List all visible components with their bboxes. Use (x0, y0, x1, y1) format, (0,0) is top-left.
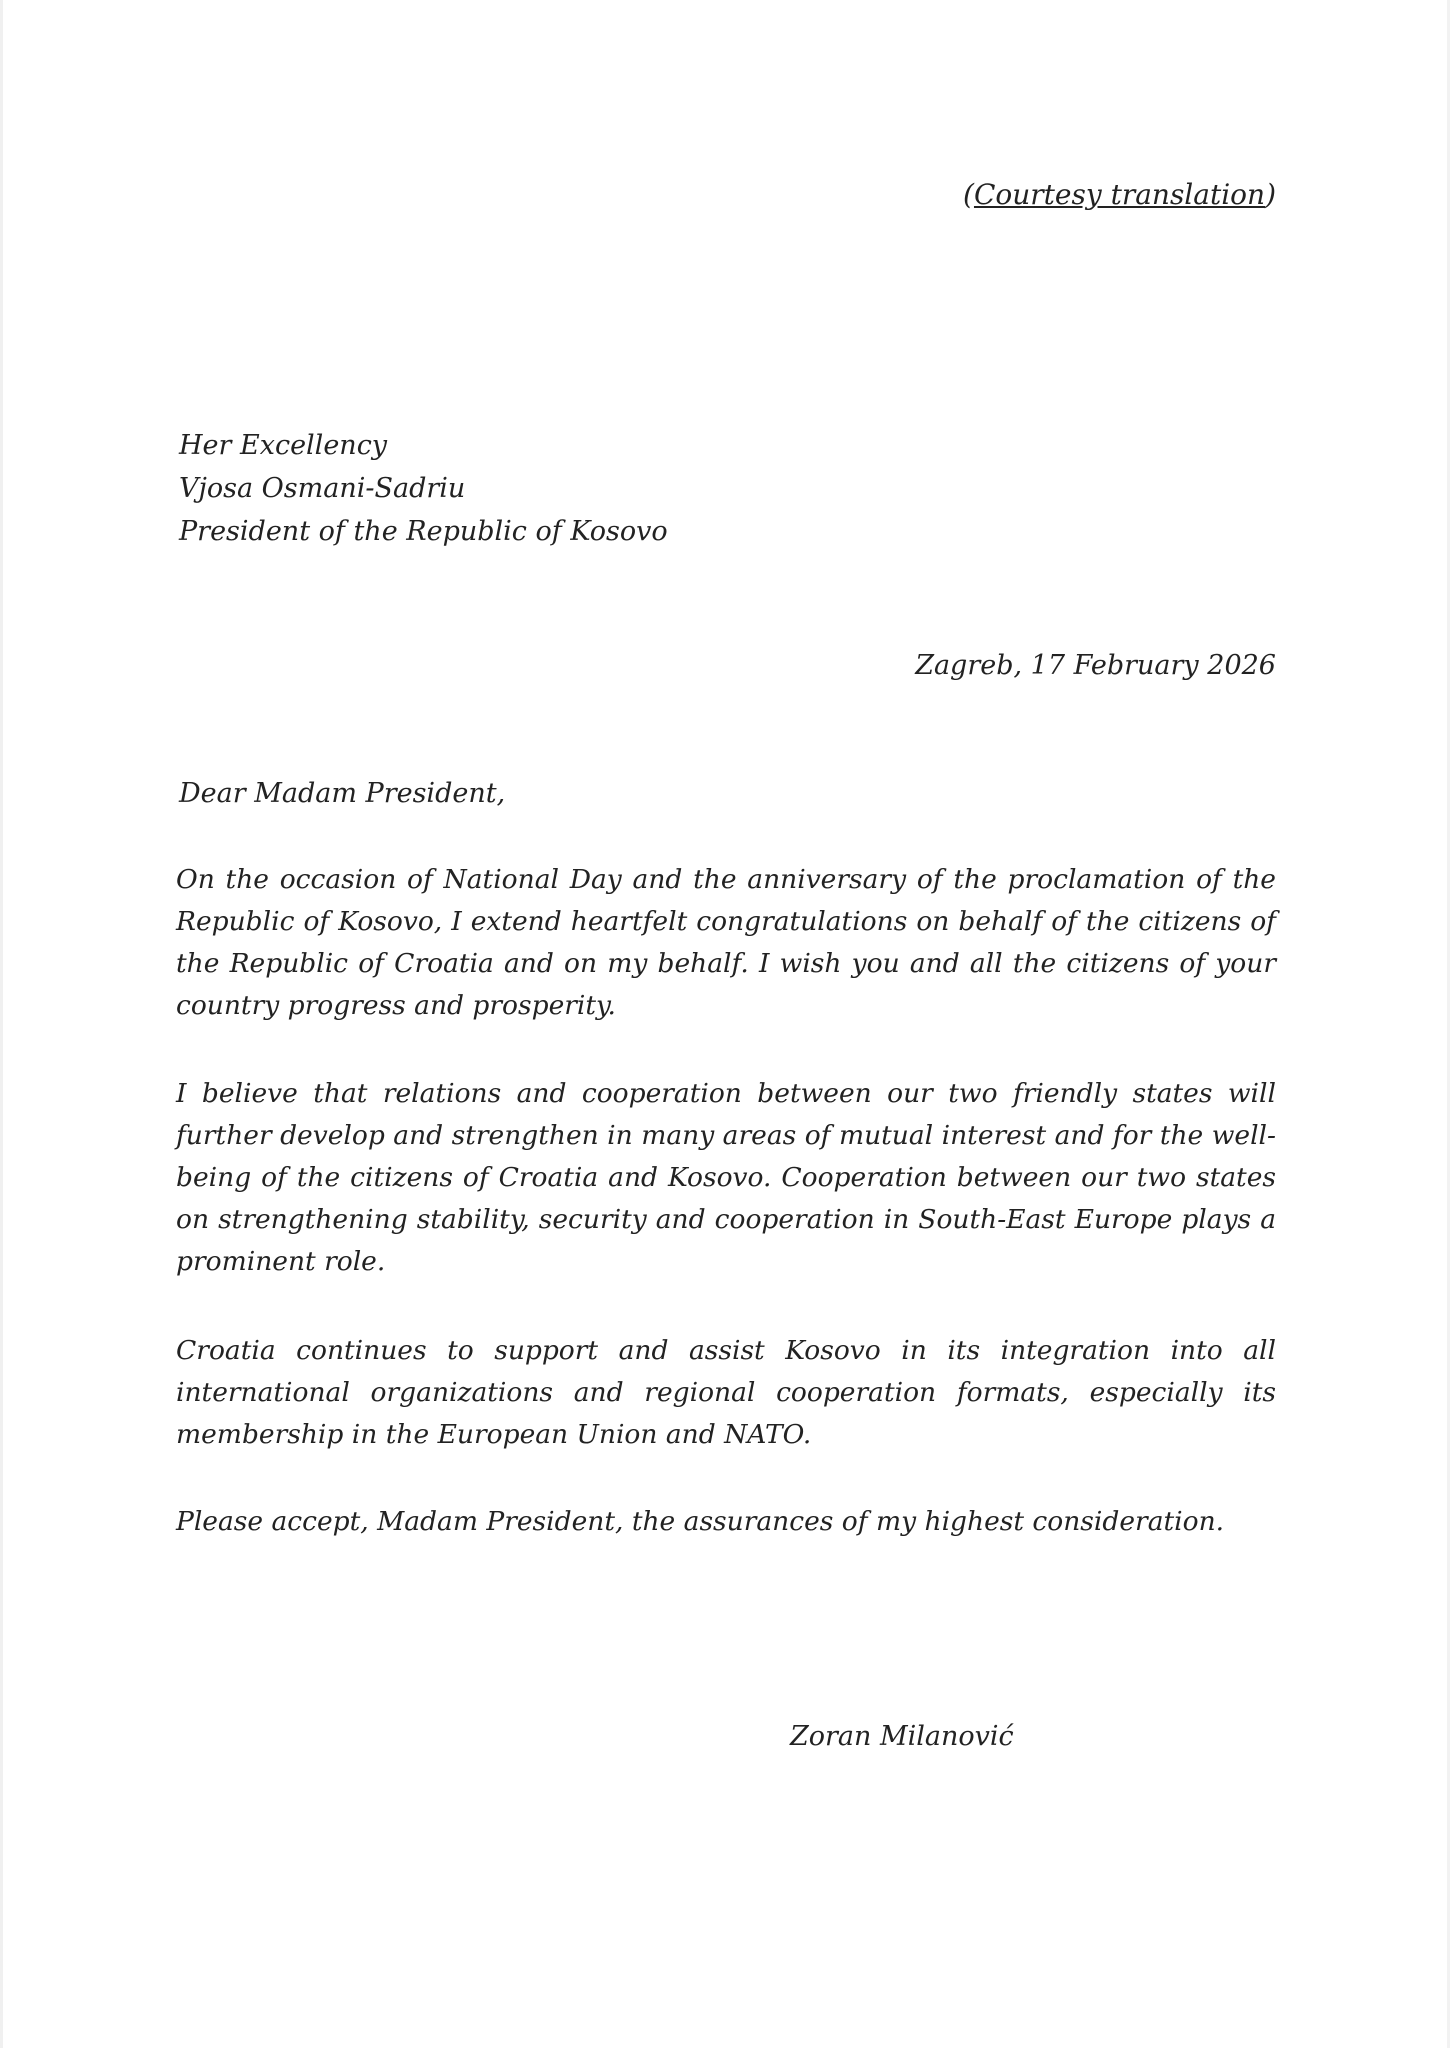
place-date: Zagreb, 17 February 2026 (915, 650, 1276, 681)
recipient-block (179, 425, 1079, 554)
courtesy-translation-note (963, 174, 1276, 216)
courtesy-open-paren: ( (963, 178, 974, 211)
salutation: Dear Madam President, (179, 778, 506, 809)
paragraph-text: On the occasion of National Day and the anniversary of the proclamation of the Republic of Kosovo, I extend heartfelt congratulations on behalf of the citizens of the Republic of Croatia and on my behalf. I wish you and all the citizens of your country progress and prosperity. (176, 864, 1276, 1021)
courtesy-close-paren: ) (1265, 178, 1276, 211)
body-paragraph-2 (176, 1073, 1276, 1283)
body-paragraph-4 (176, 1501, 1276, 1543)
paragraph-text: Croatia continues to support and assist Kosovo in its integration into all international organizations and regional cooperation formats, especially its membership in the European Union and NATO. (176, 1335, 1276, 1450)
body-paragraph-3 (176, 1330, 1276, 1456)
recipient-name: Vjosa Osmani-Sadriu (179, 473, 466, 504)
signatory-name: Zoran Milanović (790, 1721, 1014, 1752)
paragraph-text: Please accept, Madam President, the assurances of my highest consideration. (176, 1506, 1225, 1537)
body-paragraph-1 (176, 859, 1276, 1027)
paragraph-text: I believe that relations and cooperation between our two friendly states will further develop and strengthen in many areas of mutual interest and for the well-being of the citizens of Croatia and Kosovo. Cooperation between our two states on strengthening stability, security and cooperation in South-East Europe plays a prominent role. (176, 1078, 1276, 1277)
courtesy-text: Courtesy translation (973, 178, 1266, 211)
recipient-title: President of the Republic of Kosovo (179, 516, 668, 547)
recipient-honorific: Her Excellency (179, 430, 388, 461)
scan-edge-left (0, 0, 3, 2048)
